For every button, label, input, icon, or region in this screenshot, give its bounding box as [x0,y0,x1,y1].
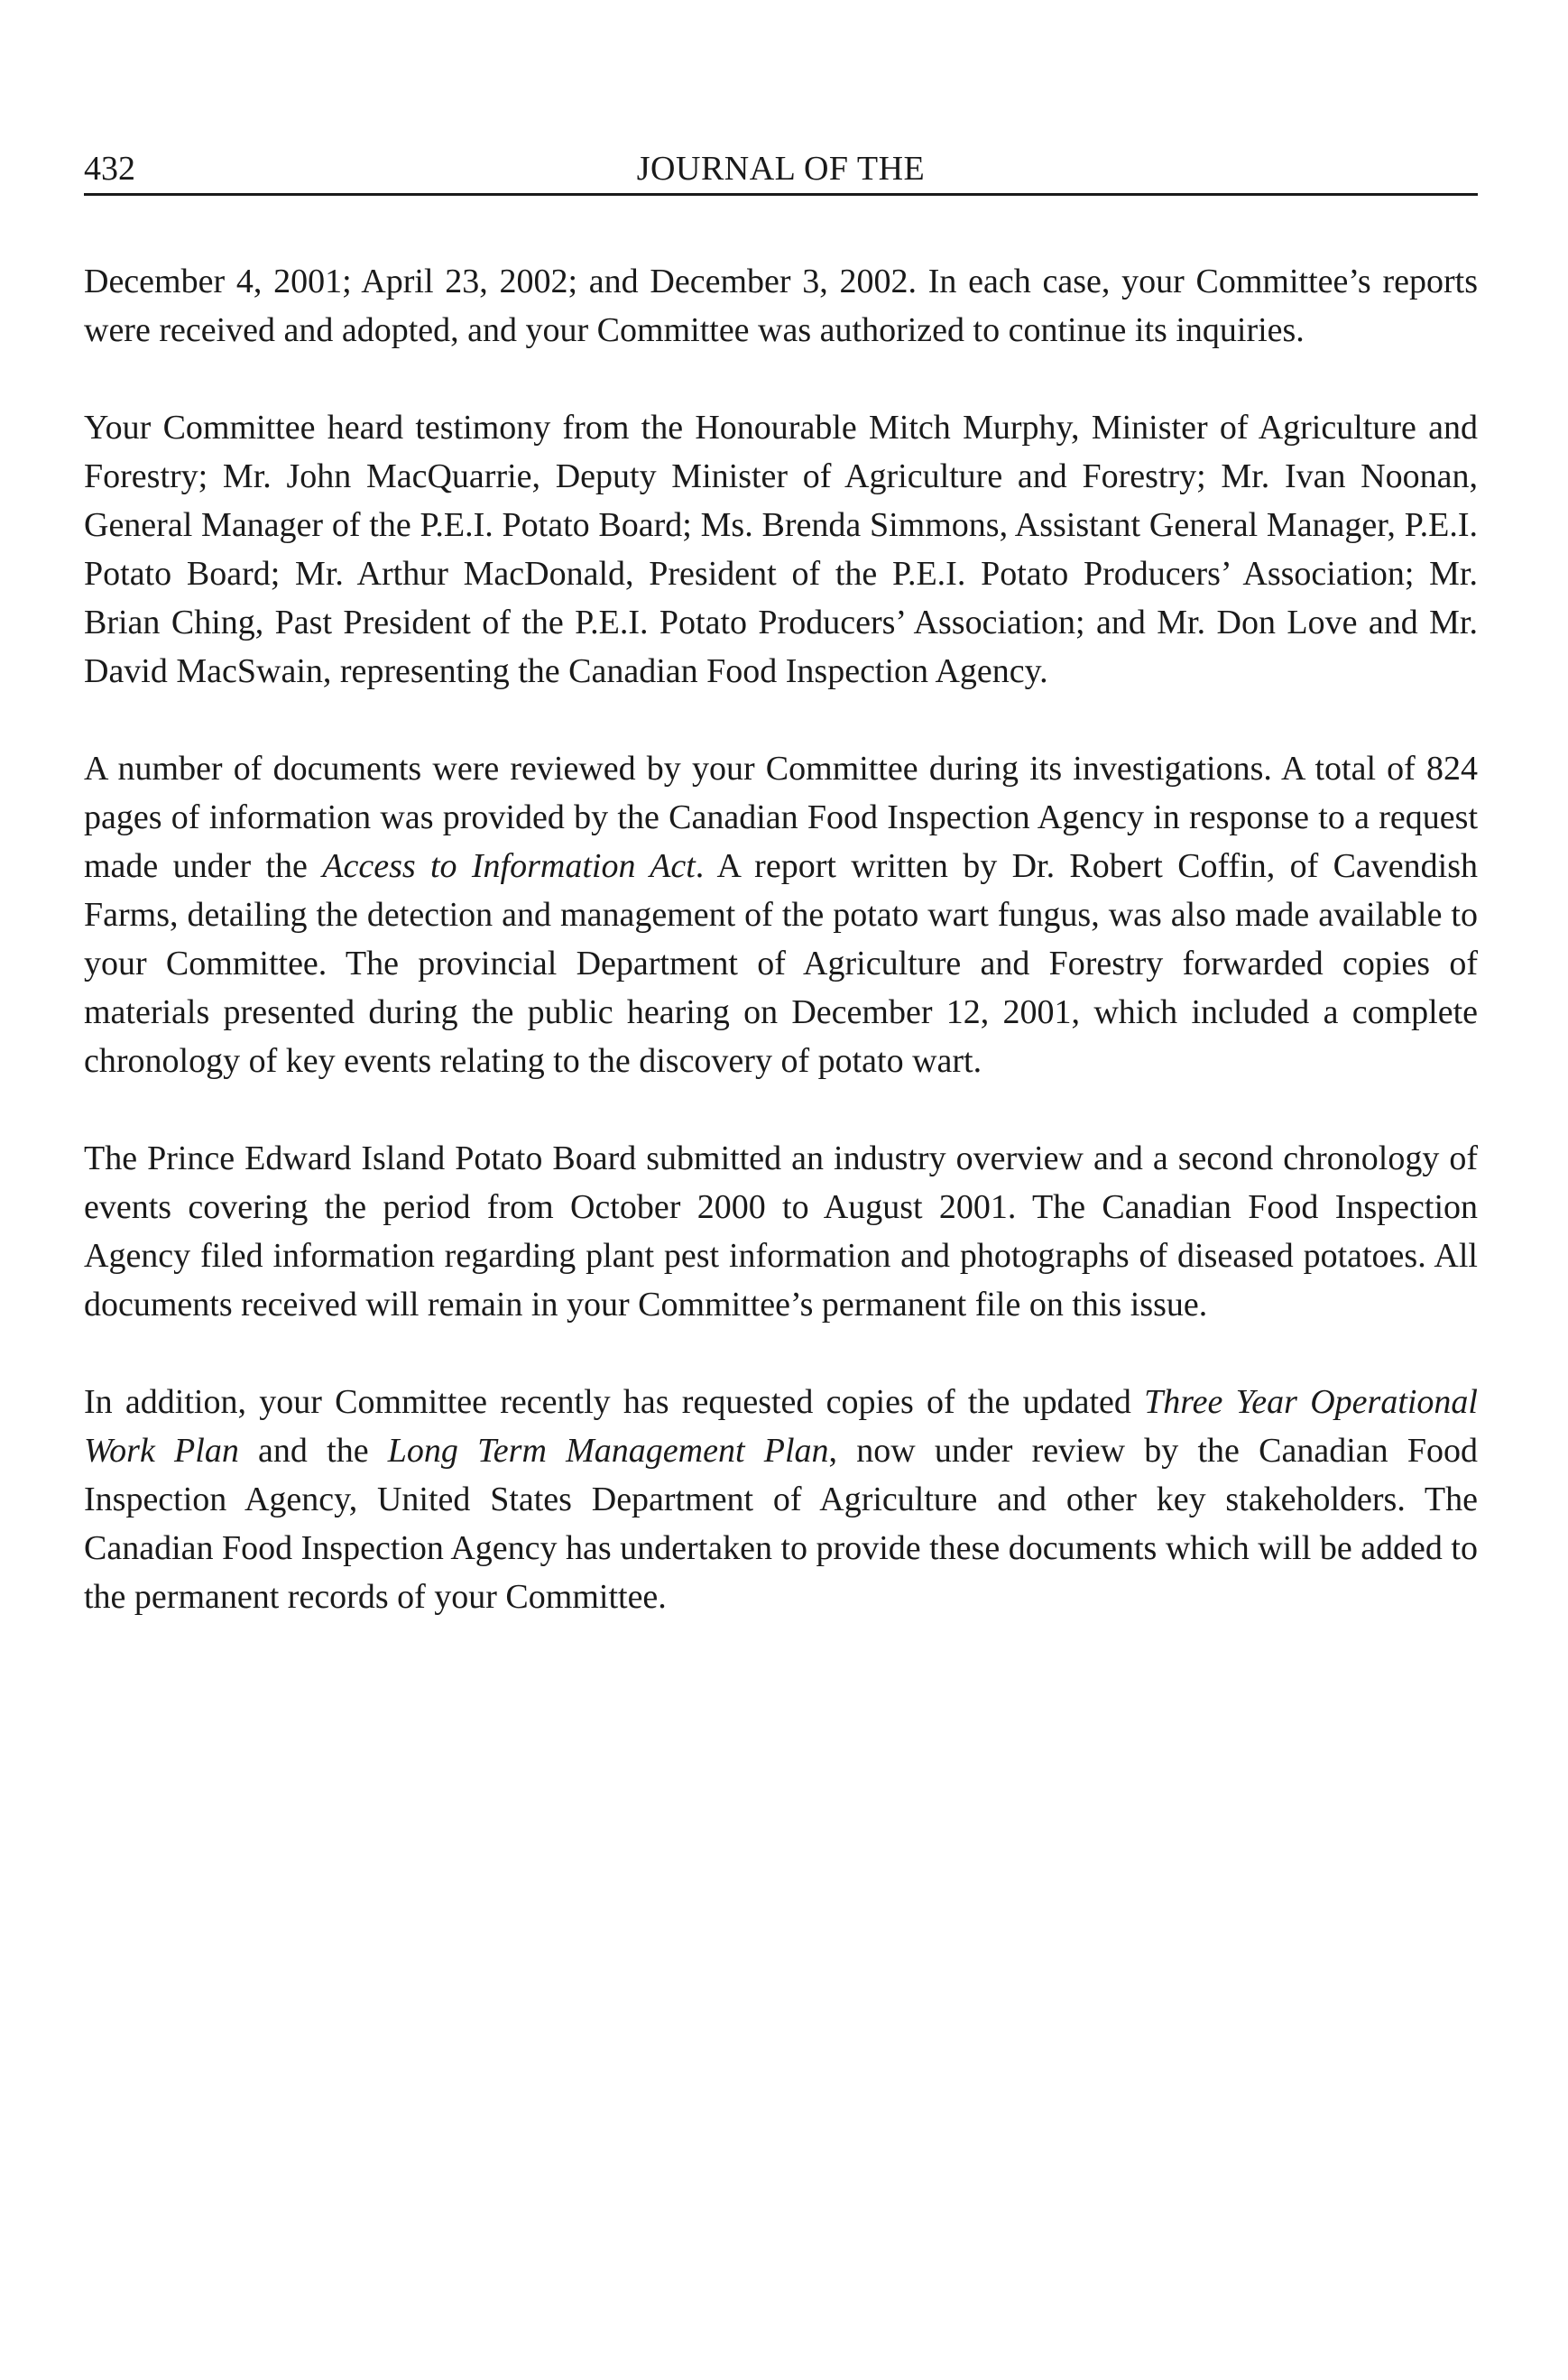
paragraph-2-text: Your Committee heard testimony from the Honourable Mitch Murphy, Minister of Agriculture and Forestry; Mr. John MacQuarrie, Deputy Minister of Agriculture and Forestry; Mr. Ivan Noonan, General Manager of the P.E.I. Potato Board; Ms. Brenda Simmons, Assistant General Manager, P.E.I. Potato Board; Mr. Arthur MacDonald, President of the P.E.I. Potato Producers’ Association; Mr. Brian Ching, Past President of the P.E.I. Potato Producers’ Association; and Mr. Don Love and Mr. David MacSwain, representing the Canadian Food Inspection Agency. [84,409,1478,690]
header-rule [84,193,1478,196]
paragraph-3-text-before: A number of documents were reviewed by your Committee during its investigations. A total of 824 pages of information was provided by the Canadian Food Inspection Agency in response to a request made under the [84,750,1478,885]
paragraph-5-text-middle: and the [238,1432,388,1470]
paragraph-1 [84,257,1478,355]
running-header [84,146,1478,191]
management-plan-title: Long Term Management Plan [387,1432,829,1470]
body-text [84,257,1478,1670]
page-number: 432 [84,150,135,188]
journal-title: JOURNAL OF THE [636,150,926,188]
paragraph-5 [84,1378,1478,1621]
operational-work-plan-title: Three Year Operational Work Plan [84,1383,1478,1470]
paragraph-5-text-after: , now under review by the Canadian Food Inspection Agency, United States Department of Agriculture and other key stakeholders. The Canadian Food Inspection Agency has undertaken to provide these documents which will be added to the permanent records of your Committee. [84,1432,1478,1616]
paragraph-1-text: December 4, 2001; April 23, 2002; and December 3, 2002. In each case, your Committee’s reports were received and adopted, and your Committee was authorized to continue its inquiries. [84,263,1478,349]
paragraph-3-text-after: . A report written by Dr. Robert Coffin, of Cavendish Farms, detailing the detection and management of the potato wart fungus, was also made available to your Committee. The provincial Department of Agriculture and Forestry forwarded copies of materials presented during the public hearing on December 12, 2001, which included a complete chronology of key events relating to the discovery of potato wart. [84,847,1478,1080]
paragraph-3 [84,744,1478,1085]
paragraph-2 [84,403,1478,696]
paragraph-4-text: The Prince Edward Island Potato Board submitted an industry overview and a second chronology of events covering the period from October 2000 to August 2001. The Canadian Food Inspection Agency filed information regarding plant pest information and photographs of diseased potatoes. All documents received will remain in your Committee’s permanent file on this issue. [84,1139,1478,1324]
access-to-information-act-title: Access to Information Act [322,847,696,885]
paragraph-5-text-before: In addition, your Committee recently has requested copies of the updated [84,1383,1145,1421]
paragraph-4 [84,1134,1478,1329]
